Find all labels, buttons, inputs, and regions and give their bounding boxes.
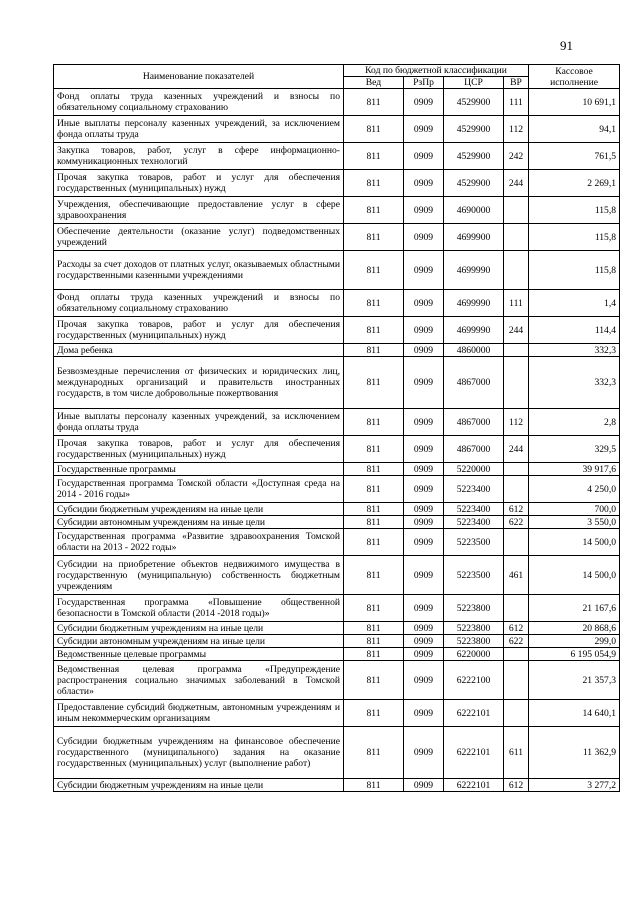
row-rzpr: 0909 [404, 409, 444, 436]
row-rzpr: 0909 [404, 622, 444, 635]
row-csr: 6222100 [444, 661, 504, 700]
row-name: Безвозмездные перечисления от физических и юридических лиц, международных организаций и правительств иностранных государств, в том числе добровольные пожертвования [54, 357, 344, 409]
row-vr [504, 224, 529, 251]
header-vr: ВР [504, 77, 529, 89]
row-name: Субсидии бюджетным учреждениям на иные цели [54, 779, 344, 792]
row-sum: 3 550,0 [529, 516, 620, 529]
row-ved: 811 [344, 595, 404, 622]
row-sum: 332,3 [529, 344, 620, 357]
row-vr [504, 463, 529, 476]
row-rzpr: 0909 [404, 89, 444, 116]
row-name: Фонд оплаты труда казенных учреждений и взносы по обязательному социальному страхованию [54, 290, 344, 317]
row-rzpr: 0909 [404, 436, 444, 463]
row-sum: 2,8 [529, 409, 620, 436]
row-csr: 5223400 [444, 503, 504, 516]
row-rzpr: 0909 [404, 529, 444, 556]
row-csr: 5220000 [444, 463, 504, 476]
row-rzpr: 0909 [404, 648, 444, 661]
header-execution: Кассовое исполнение [529, 65, 620, 89]
row-ved: 811 [344, 648, 404, 661]
row-sum: 332,3 [529, 357, 620, 409]
row-rzpr: 0909 [404, 170, 444, 197]
table-row [54, 344, 620, 357]
row-name: Обеспечение деятельности (оказание услуг) подведомственных учреждений [54, 224, 344, 251]
row-sum: 115,8 [529, 251, 620, 290]
row-sum: 115,8 [529, 224, 620, 251]
row-ved: 811 [344, 661, 404, 700]
row-ved: 811 [344, 727, 404, 779]
row-rzpr: 0909 [404, 476, 444, 503]
row-vr: 622 [504, 635, 529, 648]
table-row [54, 556, 620, 595]
row-name: Прочая закупка товаров, работ и услуг для обеспечения государственных (муниципальных) нужд [54, 170, 344, 197]
row-vr: 112 [504, 409, 529, 436]
table-row [54, 317, 620, 344]
row-name: Предоставление субсидий бюджетным, автономным учреждениям и иным некоммерческим организациям [54, 700, 344, 727]
row-csr: 4867000 [444, 357, 504, 409]
page-number: 91 [560, 38, 573, 53]
row-ved: 811 [344, 779, 404, 792]
row-csr: 5223800 [444, 635, 504, 648]
table-row [54, 661, 620, 700]
table-row [54, 648, 620, 661]
row-sum: 10 691,1 [529, 89, 620, 116]
row-vr: 112 [504, 116, 529, 143]
row-ved: 811 [344, 251, 404, 290]
row-name: Субсидии бюджетным учреждениям на иные цели [54, 503, 344, 516]
table-row [54, 290, 620, 317]
row-sum: 14 500,0 [529, 529, 620, 556]
row-name: Субсидии бюджетным учреждениям на финансовое обеспечение государственного (муниципального) задания на оказание государственных (муниципальных) услуг (выполнение работ) [54, 727, 344, 779]
row-rzpr: 0909 [404, 661, 444, 700]
row-name: Прочая закупка товаров, работ и услуг для обеспечения государственных (муниципальных) нужд [54, 317, 344, 344]
table-row [54, 357, 620, 409]
row-sum: 114,4 [529, 317, 620, 344]
row-name: Государственные программы [54, 463, 344, 476]
row-sum: 299,0 [529, 635, 620, 648]
row-ved: 811 [344, 463, 404, 476]
row-name: Иные выплаты персоналу казенных учреждений, за исключением фонда оплаты труда [54, 409, 344, 436]
row-ved: 811 [344, 622, 404, 635]
row-sum: 700,0 [529, 503, 620, 516]
row-rzpr: 0909 [404, 779, 444, 792]
row-vr: 244 [504, 436, 529, 463]
row-rzpr: 0909 [404, 635, 444, 648]
row-csr: 6222101 [444, 700, 504, 727]
row-csr: 4699900 [444, 224, 504, 251]
row-name: Субсидии автономным учреждениям на иные цели [54, 635, 344, 648]
header-rzpr: РзПр [404, 77, 444, 89]
row-sum: 94,1 [529, 116, 620, 143]
row-ved: 811 [344, 409, 404, 436]
header-ved: Вед [344, 77, 404, 89]
row-vr [504, 648, 529, 661]
row-csr: 5223400 [444, 516, 504, 529]
row-name: Расходы за счет доходов от платных услуг, оказываемых областными государственными казенными учреждениями [54, 251, 344, 290]
table-row [54, 197, 620, 224]
row-rzpr: 0909 [404, 727, 444, 779]
table-row [54, 595, 620, 622]
row-csr: 4529900 [444, 116, 504, 143]
row-ved: 811 [344, 476, 404, 503]
row-vr [504, 595, 529, 622]
row-csr: 5223800 [444, 595, 504, 622]
row-vr: 612 [504, 503, 529, 516]
row-sum: 21 167,6 [529, 595, 620, 622]
row-sum: 2 269,1 [529, 170, 620, 197]
row-ved: 811 [344, 700, 404, 727]
row-sum: 11 362,9 [529, 727, 620, 779]
row-sum: 329,5 [529, 436, 620, 463]
row-vr: 611 [504, 727, 529, 779]
row-csr: 4860000 [444, 344, 504, 357]
row-rzpr: 0909 [404, 516, 444, 529]
row-ved: 811 [344, 344, 404, 357]
table-row [54, 700, 620, 727]
row-ved: 811 [344, 224, 404, 251]
table-row [54, 436, 620, 463]
row-csr: 4699990 [444, 251, 504, 290]
row-rzpr: 0909 [404, 556, 444, 595]
row-csr: 6222101 [444, 727, 504, 779]
row-csr: 4699990 [444, 317, 504, 344]
row-ved: 811 [344, 317, 404, 344]
table-row [54, 727, 620, 779]
row-csr: 4867000 [444, 436, 504, 463]
row-vr: 111 [504, 89, 529, 116]
table-row [54, 635, 620, 648]
row-rzpr: 0909 [404, 595, 444, 622]
table-row [54, 503, 620, 516]
row-ved: 811 [344, 116, 404, 143]
row-csr: 5223800 [444, 622, 504, 635]
row-name: Ведомственная целевая программа «Предупреждение распространения социально значимых заболеваний в Томской области» [54, 661, 344, 700]
row-rzpr: 0909 [404, 503, 444, 516]
row-csr: 4690000 [444, 197, 504, 224]
table-row [54, 116, 620, 143]
row-sum: 761,5 [529, 143, 620, 170]
table-row [54, 779, 620, 792]
row-sum: 39 917,6 [529, 463, 620, 476]
row-csr: 5223500 [444, 529, 504, 556]
row-rzpr: 0909 [404, 700, 444, 727]
row-sum: 21 357,3 [529, 661, 620, 700]
row-csr: 4529900 [444, 89, 504, 116]
table-row [54, 409, 620, 436]
table-row [54, 224, 620, 251]
row-csr: 4529900 [444, 170, 504, 197]
row-ved: 811 [344, 436, 404, 463]
row-vr: 242 [504, 143, 529, 170]
row-vr: 622 [504, 516, 529, 529]
row-sum: 14 640,1 [529, 700, 620, 727]
row-ved: 811 [344, 516, 404, 529]
row-name: Иные выплаты персоналу казенных учреждений, за исключением фонда оплаты труда [54, 116, 344, 143]
row-csr: 4699990 [444, 290, 504, 317]
row-sum: 3 277,2 [529, 779, 620, 792]
table-row [54, 476, 620, 503]
row-vr [504, 529, 529, 556]
row-ved: 811 [344, 556, 404, 595]
row-vr: 111 [504, 290, 529, 317]
row-ved: 811 [344, 357, 404, 409]
header-name: Наименование показателей [54, 65, 344, 89]
row-name: Субсидии на приобретение объектов недвижимого имущества в государственную (муниципальную) собственность бюджетным учреждениям [54, 556, 344, 595]
row-rzpr: 0909 [404, 290, 444, 317]
row-sum: 4 250,0 [529, 476, 620, 503]
row-ved: 811 [344, 529, 404, 556]
row-ved: 811 [344, 197, 404, 224]
row-name: Государственная программа «Развитие здравоохранения Томской области на 2013 - 2022 годы» [54, 529, 344, 556]
table-row [54, 170, 620, 197]
row-csr: 6222101 [444, 779, 504, 792]
row-sum: 1,4 [529, 290, 620, 317]
row-sum: 20 868,6 [529, 622, 620, 635]
row-vr [504, 197, 529, 224]
row-name: Дома ребенка [54, 344, 344, 357]
row-rzpr: 0909 [404, 344, 444, 357]
row-ved: 811 [344, 635, 404, 648]
table-row [54, 89, 620, 116]
row-ved: 811 [344, 89, 404, 116]
row-rzpr: 0909 [404, 357, 444, 409]
row-vr: 612 [504, 622, 529, 635]
row-vr [504, 251, 529, 290]
row-ved: 811 [344, 143, 404, 170]
row-vr [504, 344, 529, 357]
row-vr [504, 476, 529, 503]
row-name: Государственная программа Томской области «Доступная среда на 2014 - 2016 годы» [54, 476, 344, 503]
row-name: Закупка товаров, работ, услуг в сфере информационно-коммуникационных технологий [54, 143, 344, 170]
row-vr: 612 [504, 779, 529, 792]
row-vr [504, 700, 529, 727]
row-vr [504, 357, 529, 409]
row-rzpr: 0909 [404, 251, 444, 290]
row-sum: 6 195 054,9 [529, 648, 620, 661]
row-name: Прочая закупка товаров, работ и услуг для обеспечения государственных (муниципальных) нужд [54, 436, 344, 463]
table-row [54, 516, 620, 529]
row-ved: 811 [344, 503, 404, 516]
row-name: Фонд оплаты труда казенных учреждений и взносы по обязательному социальному страхованию [54, 89, 344, 116]
row-csr: 5223500 [444, 556, 504, 595]
row-ved: 811 [344, 170, 404, 197]
row-rzpr: 0909 [404, 463, 444, 476]
table-row [54, 622, 620, 635]
row-name: Субсидии автономным учреждениям на иные цели [54, 516, 344, 529]
row-name: Государственная программа «Повышение общественной безопасности в Томской области (2014 -2018 годы)» [54, 595, 344, 622]
row-name: Субсидии бюджетным учреждениям на иные цели [54, 622, 344, 635]
row-csr: 4867000 [444, 409, 504, 436]
row-name: Учреждения, обеспечивающие предоставление услуг в сфере здравоохранения [54, 197, 344, 224]
row-sum: 115,8 [529, 197, 620, 224]
row-sum: 14 500,0 [529, 556, 620, 595]
row-name: Ведомственные целевые программы [54, 648, 344, 661]
row-vr: 244 [504, 170, 529, 197]
table-row [54, 143, 620, 170]
row-vr: 244 [504, 317, 529, 344]
row-rzpr: 0909 [404, 224, 444, 251]
table-row [54, 463, 620, 476]
row-rzpr: 0909 [404, 143, 444, 170]
row-vr [504, 661, 529, 700]
table-header [54, 65, 620, 89]
row-csr: 6220000 [444, 648, 504, 661]
table-row [54, 251, 620, 290]
row-rzpr: 0909 [404, 116, 444, 143]
row-csr: 5223400 [444, 476, 504, 503]
header-csr: ЦСР [444, 77, 504, 89]
row-ved: 811 [344, 290, 404, 317]
row-rzpr: 0909 [404, 197, 444, 224]
table-body [54, 89, 620, 792]
budget-table [53, 64, 620, 792]
row-csr: 4529900 [444, 143, 504, 170]
header-classification-code: Код по бюджетной классификации [344, 65, 529, 77]
table-row [54, 529, 620, 556]
row-rzpr: 0909 [404, 317, 444, 344]
row-vr: 461 [504, 556, 529, 595]
